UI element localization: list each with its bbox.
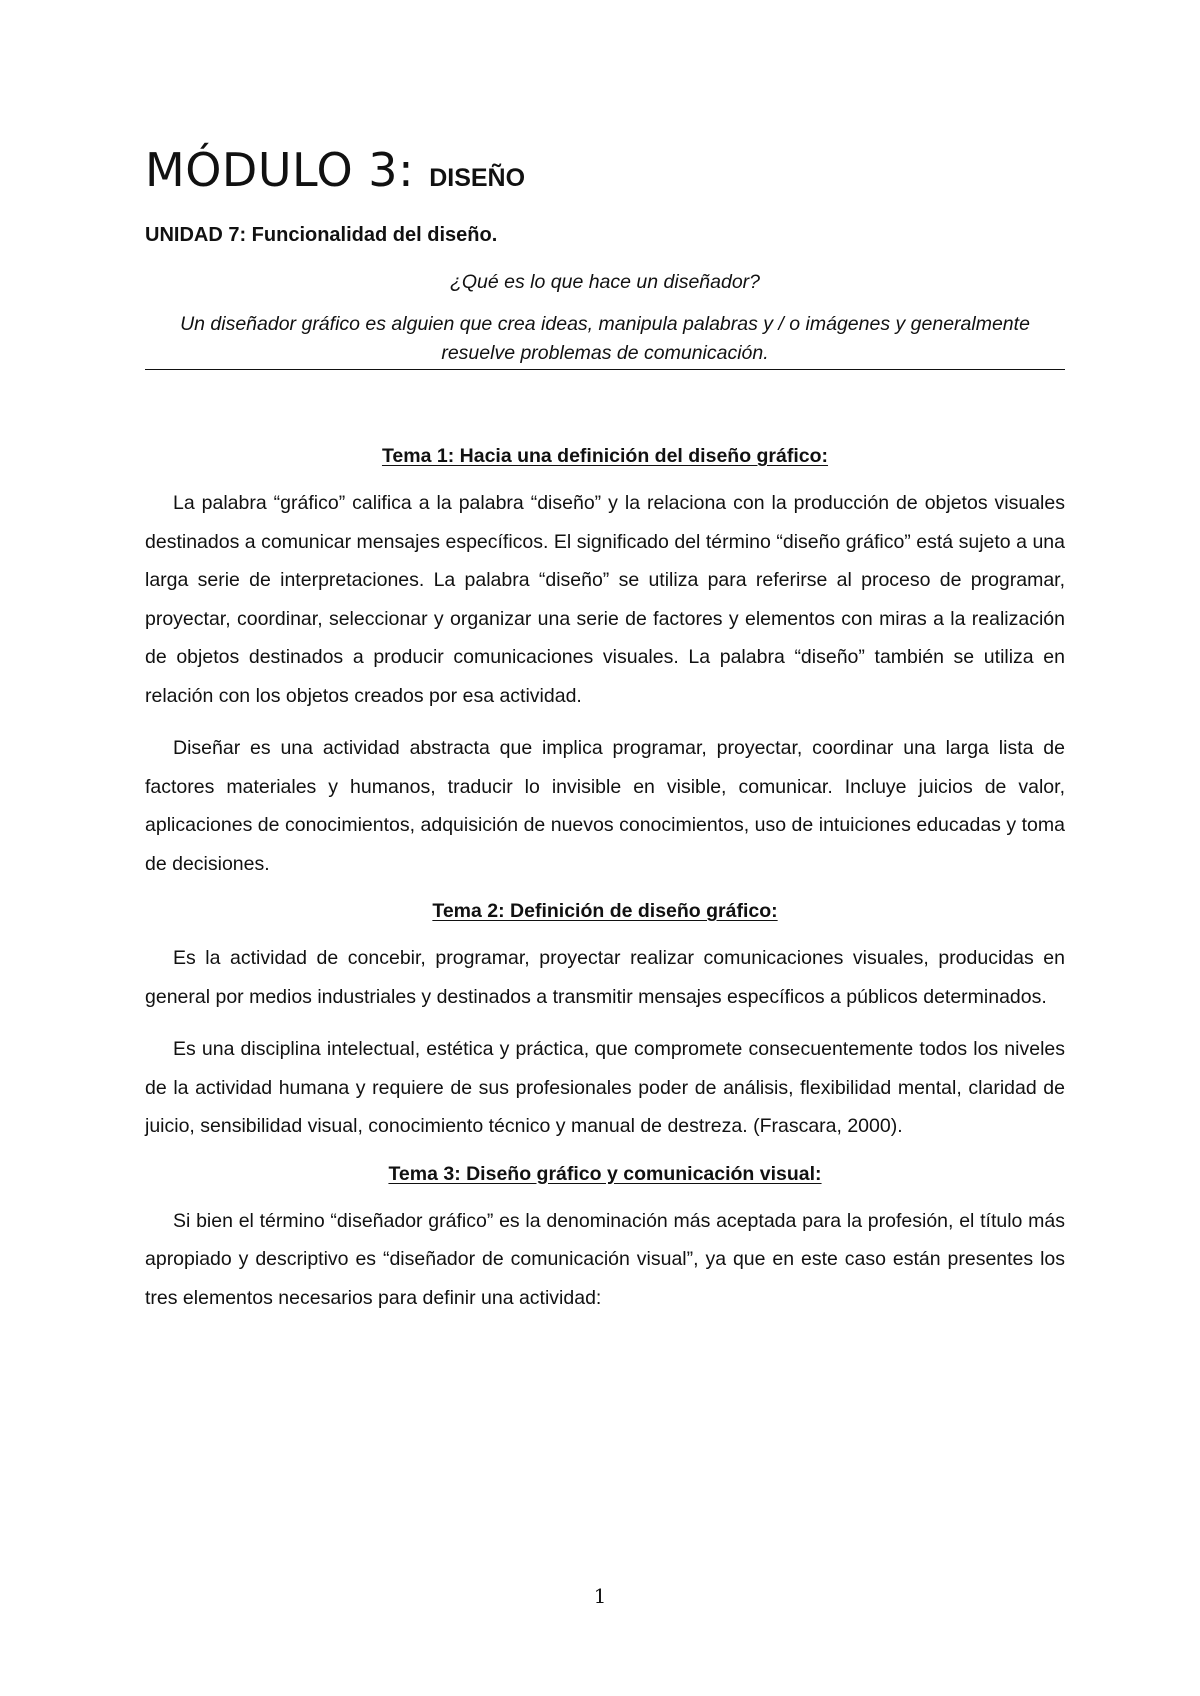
page-content bbox=[145, 140, 1065, 1317]
topic-2-heading: Tema 2: Definición de diseño gráfico: bbox=[432, 900, 778, 922]
topic-1-paragraph-1: La palabra “gráfico” califica a la palabra “diseño” y la relaciona con la producción de objetos visuales destinados a comunicar mensajes específicos. El significado del término “diseño gráfico” está sujeto a una larga serie de interpretaciones. La palabra “diseño” se utiliza para referirse al proceso de programar, proyectar, coordinar, seleccionar y organizar una serie de factores y elementos con miras a la realización de objetos destinados a producir comunicaciones visuales. La palabra “diseño” también se utiliza en relación con los objetos creados por esa actividad. bbox=[145, 492, 1065, 707]
unit-title: UNIDAD 7: Funcionalidad del diseño. bbox=[145, 224, 498, 246]
topic-1-paragraph-2: Diseñar es una actividad abstracta que implica programar, proyectar, coordinar una larga lista de factores materiales y humanos, traducir lo invisible en visible, comunicar. Incluye juicios de valor, aplicaciones de conocimientos, adquisición de nuevos conocimientos, uso de intuiciones educadas y toma de decisiones. bbox=[145, 737, 1065, 875]
topic-1-heading: Tema 1: Hacia una definición del diseño gráfico: bbox=[381, 445, 829, 467]
topic-3-paragraph-1: Si bien el término “diseñador gráfico” es la denominación más aceptada para la profesión, el título más apropiado y descriptivo es “diseñador de comunicación visual”, ya que en este caso están presentes los tres elementos necesarios para definir una actividad: bbox=[145, 1209, 1065, 1309]
topic-2-paragraph-2: Es una disciplina intelectual, estética y práctica, que compromete consecuentemente todos los niveles de la actividad humana y requiere de sus profesionales poder de análisis, flexibilidad mental, claridad de juicio, sensibilidad visual, conocimiento técnico y manual de destreza. (Frascara, 2000). bbox=[145, 1038, 1065, 1137]
topic-3-heading: Tema 3: Diseño gráfico y comunicación visual: bbox=[388, 1162, 822, 1185]
page-number: 1 bbox=[593, 1584, 607, 1608]
intro-question: ¿Qué es lo que hace un diseñador? bbox=[449, 271, 761, 293]
module-subtitle: DISEÑO bbox=[429, 164, 526, 192]
module-title bbox=[145, 140, 1065, 208]
module-title-text: MÓDULO 3: bbox=[145, 143, 415, 197]
topic-2-paragraph-1: Es la actividad de concebir, programar, proyectar realizar comunicaciones visuales, producidas en general por medios industriales y destinados a transmitir mensajes específicos a públicos determinados. bbox=[145, 947, 1065, 1008]
designer-definition: Un diseñador gráfico es alguien que crea ideas, manipula palabras y / o imágenes y generalmente resuelve problemas de comunicación. bbox=[145, 310, 1065, 370]
